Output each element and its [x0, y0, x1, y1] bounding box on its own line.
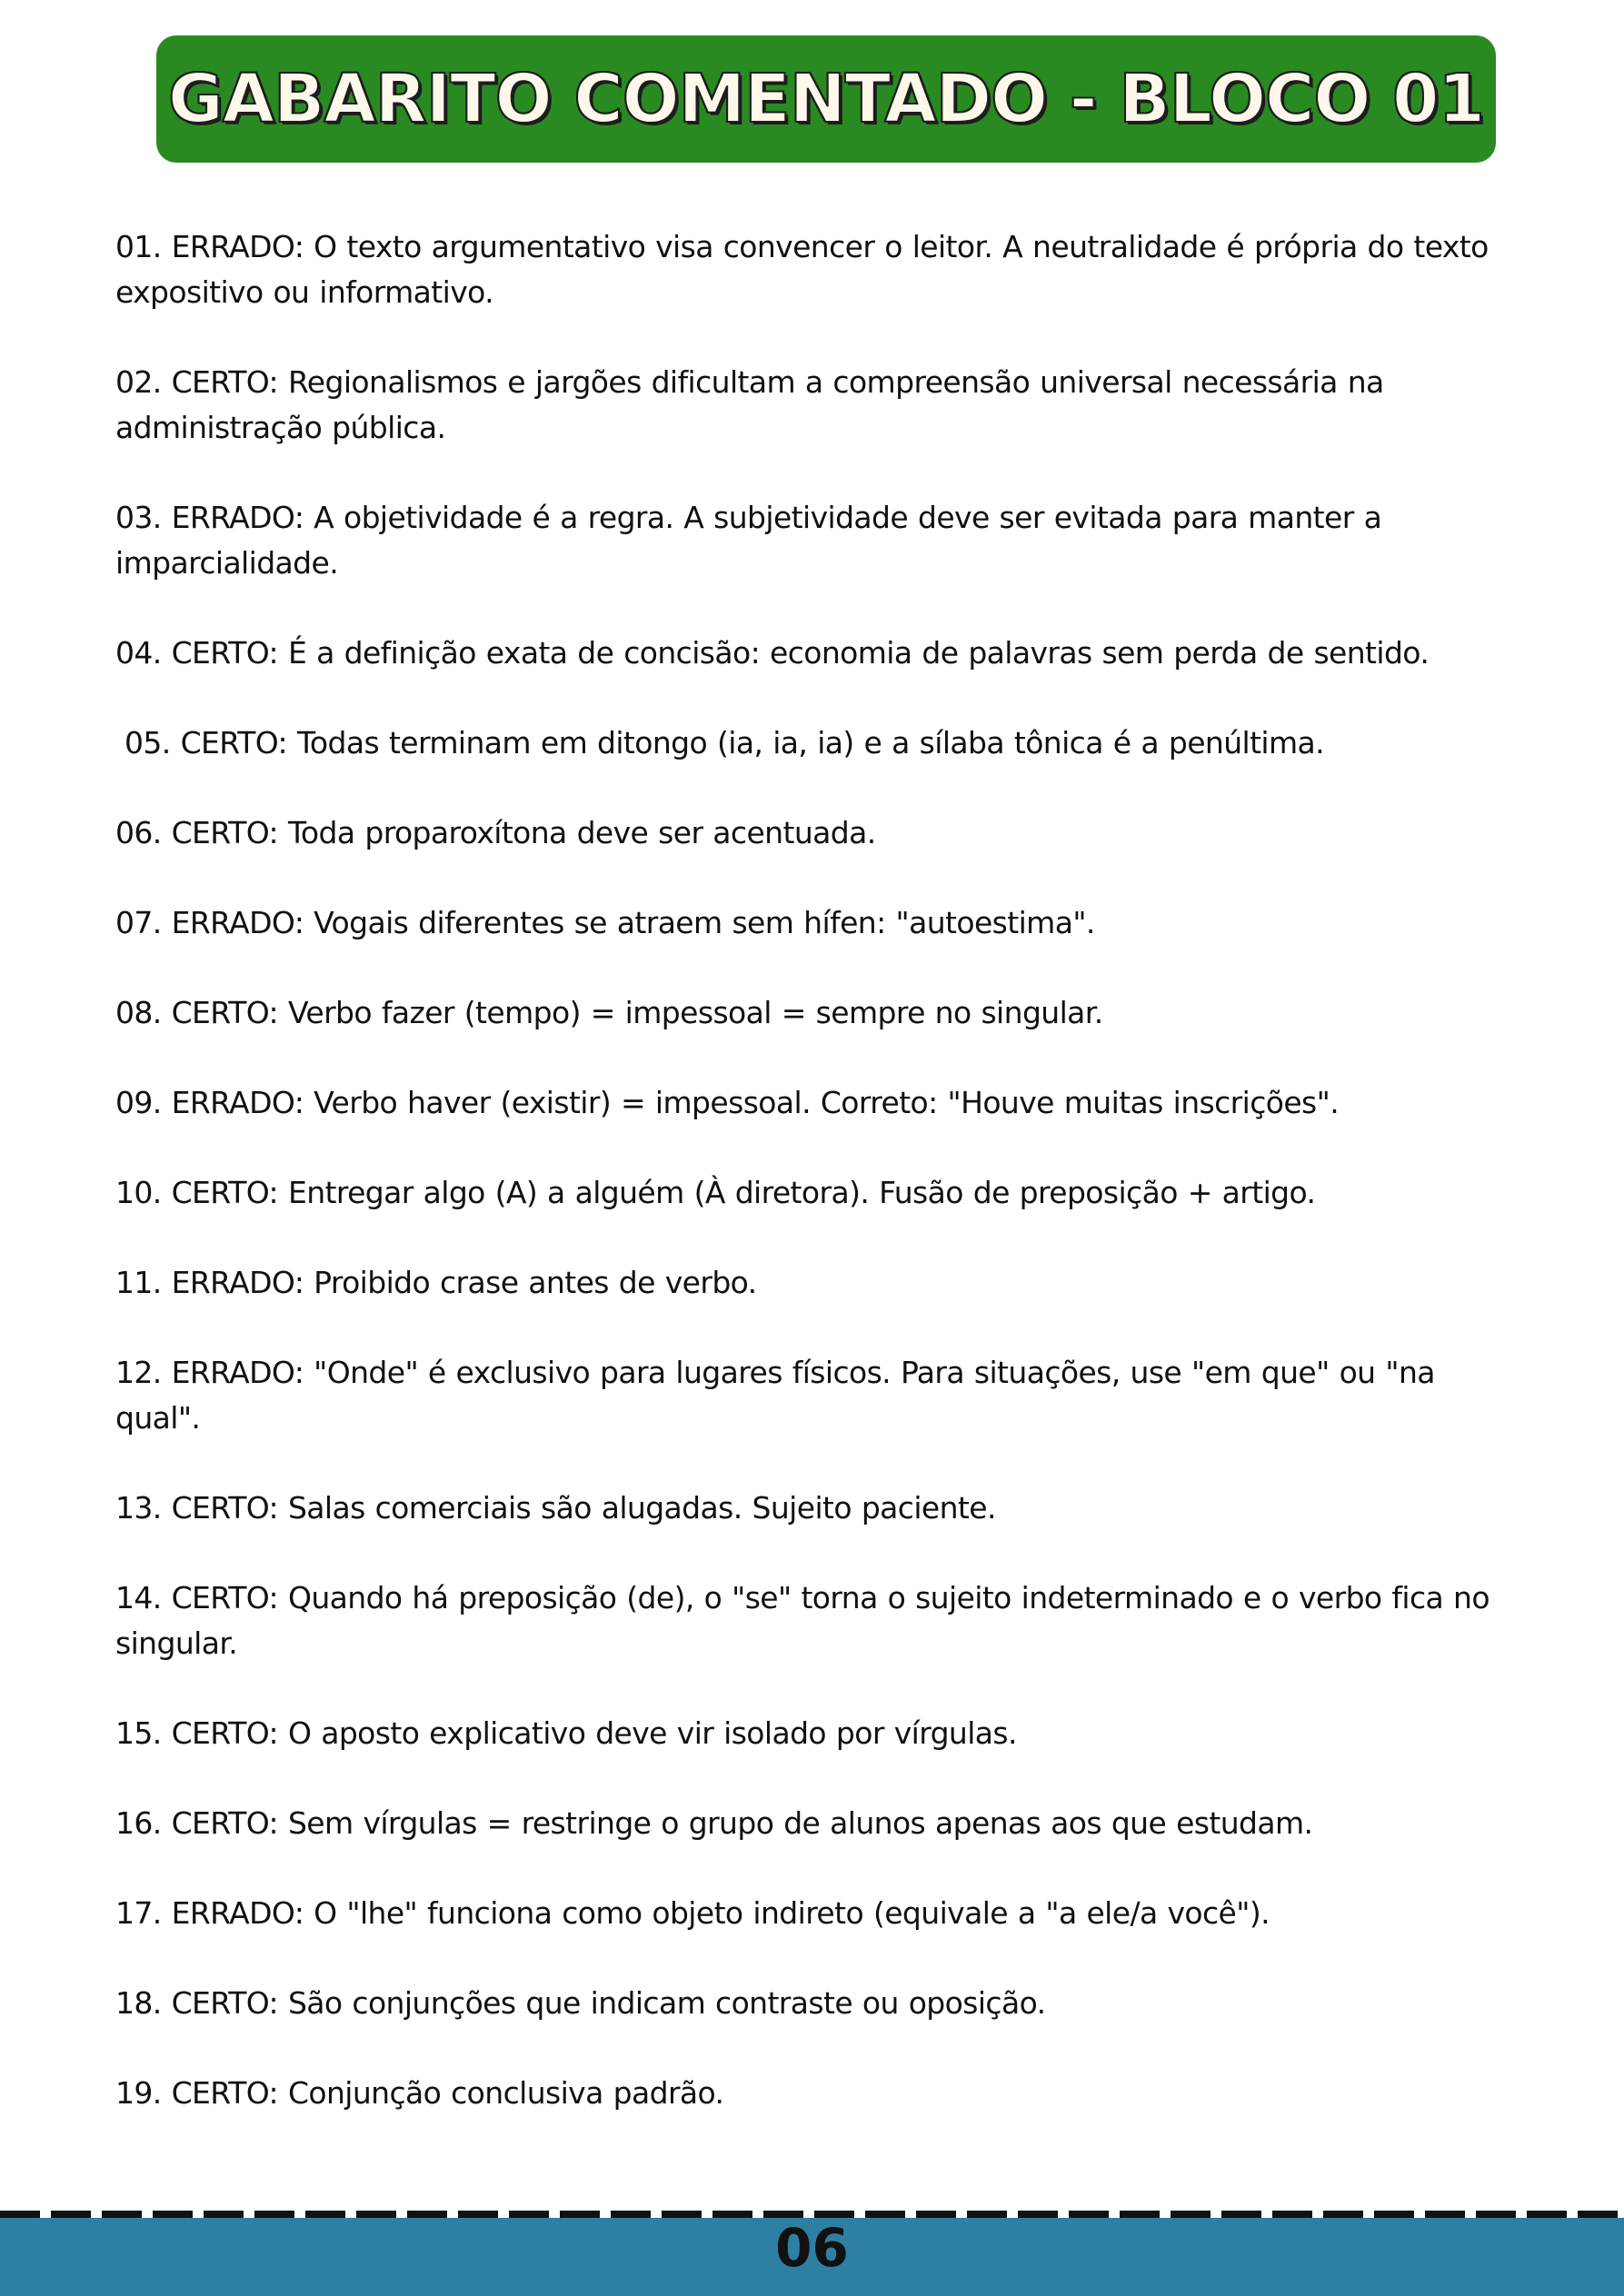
- answer-item: 05. CERTO: Todas terminam em ditongo (ia, ia, ia) e a sílaba tônica é a penúltima.: [125, 725, 1325, 760]
- answer-item: 03. ERRADO: A objetividade é a regra. A subjetividade deve ser evitada para manter a imparcialidade.: [115, 500, 1382, 581]
- answer-item: 15. CERTO: O aposto explicativo deve vir isolado por vírgulas.: [115, 1715, 1017, 1751]
- page-title: GABARITO COMENTADO - BLOCO 01: [167, 60, 1485, 138]
- answer-item: 07. ERRADO: Vogais diferentes se atraem sem hífen: "autoestima".: [115, 905, 1095, 940]
- answer-item: 18. CERTO: São conjunções que indicam contraste ou oposição.: [115, 1985, 1046, 2021]
- answer-item: 08. CERTO: Verbo fazer (tempo) = impessoal = sempre no singular.: [115, 995, 1103, 1030]
- answer-item: 09. ERRADO: Verbo haver (existir) = impessoal. Correto: "Houve muitas inscrições".: [115, 1085, 1340, 1120]
- answer-item: 06. CERTO: Toda proparoxítona deve ser acentuada.: [115, 815, 876, 850]
- answer-item: 02. CERTO: Regionalismos e jargões dificultam a compreensão universal necessária na administração pública.: [115, 364, 1384, 445]
- page-number: 06: [775, 2217, 849, 2279]
- answer-item: 04. CERTO: É a definição exata de concisão: economia de palavras sem perda de sentido.: [115, 635, 1430, 671]
- answer-item: 14. CERTO: Quando há preposição (de), o "se" torna o sujeito indeterminado e o verbo fica no singular.: [115, 1580, 1489, 1661]
- answer-item: 10. CERTO: Entregar algo (A) a alguém (À diretora). Fusão de preposição + artigo.: [115, 1175, 1316, 1210]
- title-banner: [156, 35, 1496, 163]
- answer-item: 17. ERRADO: O "lhe" funciona como objeto indireto (equivale a "a ele/a você").: [115, 1895, 1270, 1931]
- answer-item: 13. CERTO: Salas comerciais são alugadas. Sujeito paciente.: [115, 1490, 996, 1526]
- answer-item: 12. ERRADO: "Onde" é exclusivo para lugares físicos. Para situações, use "em que" ou "na qual".: [115, 1355, 1435, 1436]
- answer-item: 01. ERRADO: O texto argumentativo visa convencer o leitor. A neutralidade é própria do texto expositivo ou informativo.: [115, 229, 1489, 310]
- answer-item: 16. CERTO: Sem vírgulas = restringe o grupo de alunos apenas aos que estudam.: [115, 1805, 1313, 1841]
- answer-item: 11. ERRADO: Proibido crase antes de verbo.: [115, 1265, 757, 1300]
- answer-list: [115, 224, 1497, 2161]
- answer-item: 19. CERTO: Conjunção conclusiva padrão.: [115, 2075, 724, 2111]
